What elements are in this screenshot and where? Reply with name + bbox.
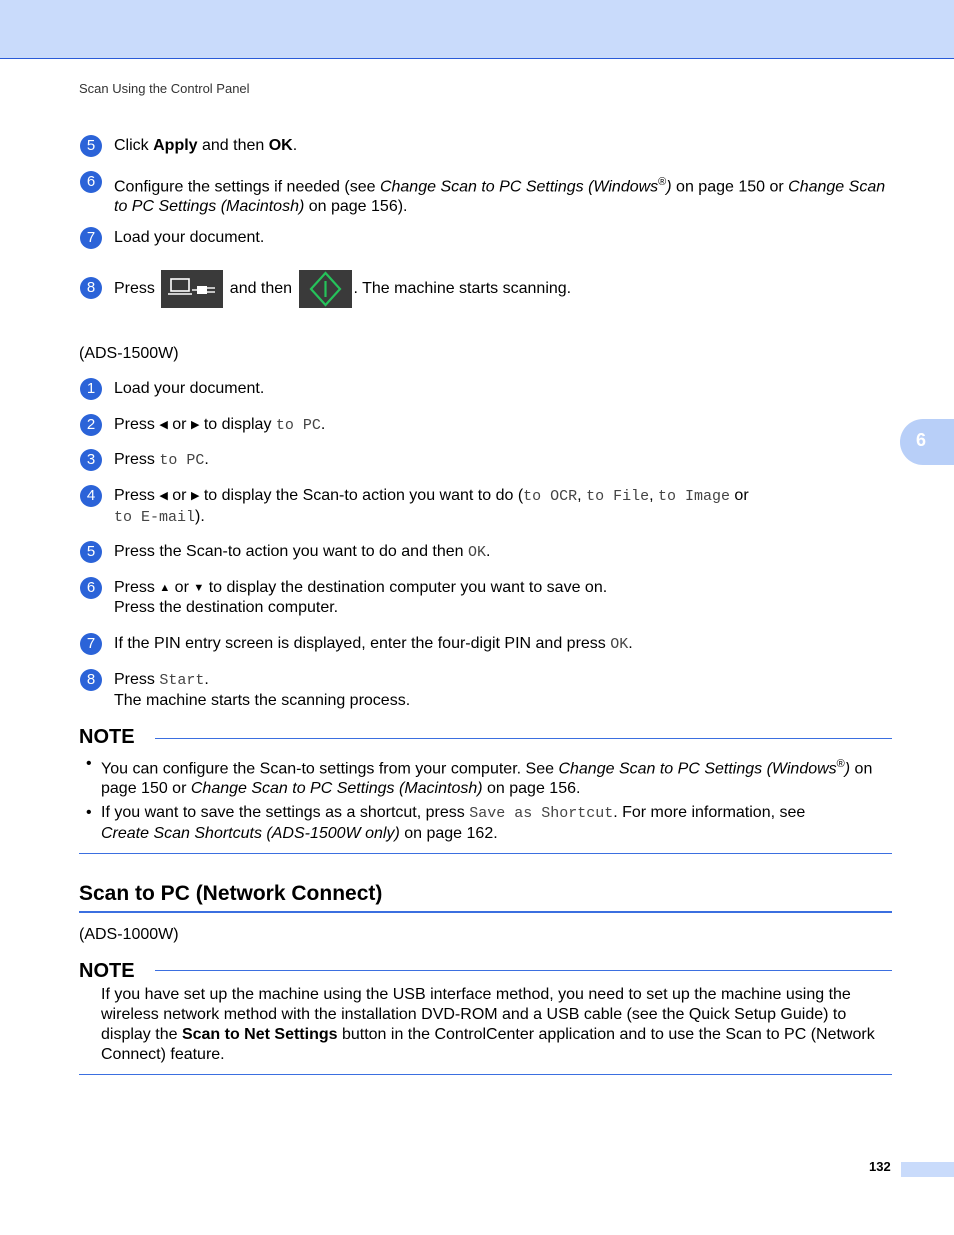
step-text: Configure the settings if needed (see Change Scan to PC Settings (Windows®) on page 150 or Change Scan to PC Settings (Macintosh) on page 156).: [114, 176, 886, 216]
step-number-badge: 5: [80, 135, 102, 157]
down-arrow-icon: ▼: [193, 582, 205, 594]
link-ref[interactable]: Change Scan to PC Settings (Macintosh): [114, 178, 886, 216]
step-text: Press ▲ or ▼ to display the destination computer you want to save on. Press the destination computer.: [114, 579, 608, 616]
step-number-badge: 5: [80, 541, 102, 563]
note-end-rule: [79, 1074, 892, 1075]
chapter-tab: [900, 419, 954, 465]
chapter-number: 6: [916, 430, 927, 450]
right-arrow-icon: ▶: [190, 490, 200, 502]
step-number-badge: 4: [80, 485, 102, 507]
up-arrow-icon: ▲: [159, 582, 171, 594]
step-text: Load your document.: [114, 229, 265, 246]
page-number: 132: [869, 1159, 891, 1174]
model-label: (ADS-1500W): [79, 345, 179, 362]
step-text: Press ◀ or ▶ to display to PC.: [114, 416, 326, 434]
step-text: Press Start. The machine starts the scanning process.: [114, 671, 411, 709]
right-arrow-icon: ▶: [190, 419, 200, 431]
link-ref[interactable]: Change Scan to PC Settings (Windows: [558, 760, 837, 778]
section-underline: [79, 911, 892, 913]
left-arrow-icon: ◀: [159, 419, 168, 431]
note-title: NOTE: [79, 726, 135, 748]
step-text: Load your document.: [114, 380, 265, 397]
scan-to-pc-button-icon: [161, 270, 223, 308]
note-divider: [155, 738, 892, 739]
step-text: Press to PC.: [114, 451, 209, 469]
step-text: If the PIN entry screen is displayed, enter the four-digit PIN and press OK.: [114, 635, 633, 653]
step-number-badge: 8: [80, 669, 102, 691]
step-text: Press and then . The machine starts scanning.: [114, 270, 894, 308]
running-header: Scan Using the Control Panel: [79, 81, 250, 96]
step-number-badge: 6: [80, 171, 102, 193]
step-text: Press the Scan-to action you want to do and then OK.: [114, 543, 491, 561]
link-ref[interactable]: Change Scan to PC Settings (Windows: [379, 178, 659, 196]
note-end-rule: [79, 853, 892, 854]
note-title: NOTE: [79, 960, 135, 982]
step-number-badge: 7: [80, 633, 102, 655]
step-text: Press ◀ or ▶ to display the Scan-to action you want to do (to OCR, to File, to Image or to E-mail).: [114, 487, 749, 526]
step-number-badge: 7: [80, 227, 102, 249]
section-heading: Scan to PC (Network Connect): [79, 882, 383, 905]
top-header-band: [0, 0, 954, 59]
link-ref[interactable]: Change Scan to PC Settings (Macintosh): [190, 780, 483, 798]
model-label: (ADS-1000W): [79, 926, 179, 943]
step-number-badge: 6: [80, 577, 102, 599]
left-arrow-icon: ◀: [159, 490, 168, 502]
step-number-badge: 3: [80, 449, 102, 471]
step-number-badge: 8: [80, 277, 102, 299]
step-text: Click Apply and then OK.: [114, 137, 298, 154]
link-ref[interactable]: Create Scan Shortcuts (ADS-1500W only): [101, 825, 400, 842]
note-divider: [155, 970, 892, 971]
step-number-badge: 2: [80, 414, 102, 436]
footer-bar: [901, 1162, 954, 1177]
step-number-badge: 1: [80, 378, 102, 400]
note-paragraph: If you have set up the machine using the USB interface method, you need to set up the machine using the wireless network method with the installation DVD-ROM and a USB cable (see the Quick Setup Guide) to display the Scan to Net Settings button in the ControlCenter application and to use the Scan to PC (Network Connect) feature.: [101, 986, 875, 1063]
start-button-icon: [299, 270, 352, 308]
